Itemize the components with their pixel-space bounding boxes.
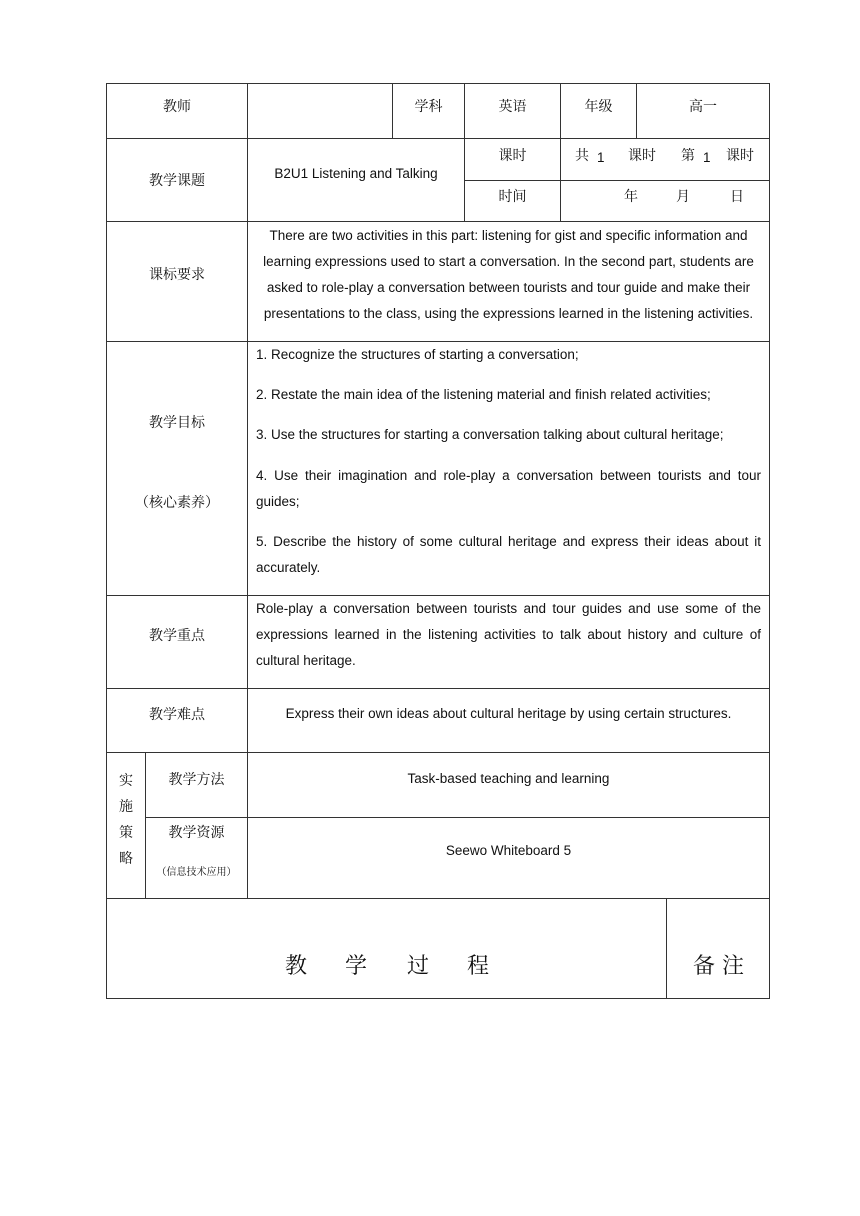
process-char: 程	[467, 954, 490, 979]
standard-line: presentations to the class, using the expressions learned in the listening activities.	[263, 306, 754, 321]
time-value	[561, 181, 769, 221]
objectives-sublabel: （核心素养）	[135, 495, 219, 511]
period-label: 课时	[498, 148, 527, 164]
period-nth-prefix: 第	[681, 148, 695, 164]
resource-label-cell	[146, 818, 247, 898]
strategy-char: 略	[119, 851, 133, 867]
resource-label: 教学资源	[168, 825, 225, 841]
process-char: 教	[285, 954, 308, 979]
objective-item: 1. Recognize the structures of starting a conversation;	[256, 347, 579, 362]
objectives-label: 教学目标	[149, 415, 205, 431]
key-points-label: 教学重点	[149, 628, 205, 644]
time-month: 月	[676, 189, 690, 205]
period-total-prefix: 共	[575, 148, 589, 164]
teacher-value	[248, 84, 392, 138]
notes-label	[667, 899, 769, 998]
process-char: 学	[345, 954, 368, 979]
objective-item: 2. Restate the main idea of the listening material and finish related activities;	[256, 387, 711, 402]
topic-label: 教学课题	[149, 173, 205, 189]
difficulties-text: Express their own ideas about cultural heritage by using certain structures.	[285, 706, 732, 721]
grade-label: 年级	[584, 99, 613, 115]
topic-value: B2U1 Listening and Talking	[274, 166, 438, 181]
key-points-text: Role-play a conversation between tourists and tour guides and use some of the expressions learned in the listening activities to talk about history and culture of cultural heritage.	[256, 601, 761, 668]
time-label: 时间	[498, 189, 527, 205]
standard-line: asked to role-play a conversation between tourists and tour guide and make their	[266, 280, 751, 295]
objective-item: 5. Describe the history of some cultural heritage and express their ideas about it accurately.	[256, 534, 761, 575]
notes-label-text: 备 注	[693, 954, 744, 979]
process-char: 过	[407, 954, 430, 979]
resource-sublabel: （信息技术应用）	[156, 867, 237, 878]
standard-line: There are two activities in this part: listening for gist and specific information and	[269, 228, 748, 243]
standard-text	[248, 223, 769, 341]
objective-item: 3. Use the structures for starting a conversation talking about cultural heritage;	[256, 427, 724, 442]
objectives-label-cell	[107, 342, 247, 595]
method-value: Task-based teaching and learning	[407, 771, 610, 786]
difficulties-label: 教学难点	[149, 707, 205, 723]
period-nth-num: 1	[703, 150, 711, 165]
period-nth-suffix: 课时	[726, 148, 754, 164]
process-label	[107, 899, 666, 998]
time-day: 日	[730, 189, 744, 205]
method-label: 教学方法	[168, 772, 225, 788]
time-year: 年	[624, 189, 638, 205]
strategy-label	[107, 753, 145, 898]
strategy-char: 施	[119, 799, 133, 815]
period-count	[561, 139, 769, 180]
grade-value: 高一	[689, 99, 717, 115]
subject-value: 英语	[498, 99, 527, 115]
standard-line: learning expressions used to start a conversation. In the second part, students are	[263, 254, 754, 269]
period-total-num: 1	[597, 150, 605, 165]
objective-item: 4. Use their imagination and role-play a conversation between tourists and tour guides;	[256, 468, 761, 509]
strategy-char: 策	[119, 825, 133, 841]
resource-value: Seewo Whiteboard 5	[445, 843, 572, 858]
period-total-suffix: 课时	[628, 148, 656, 164]
teacher-label: 教师	[163, 99, 191, 115]
objectives-list	[248, 342, 769, 595]
subject-label: 学科	[414, 99, 443, 115]
standard-label: 课标要求	[149, 267, 205, 283]
strategy-char: 实	[119, 773, 133, 789]
